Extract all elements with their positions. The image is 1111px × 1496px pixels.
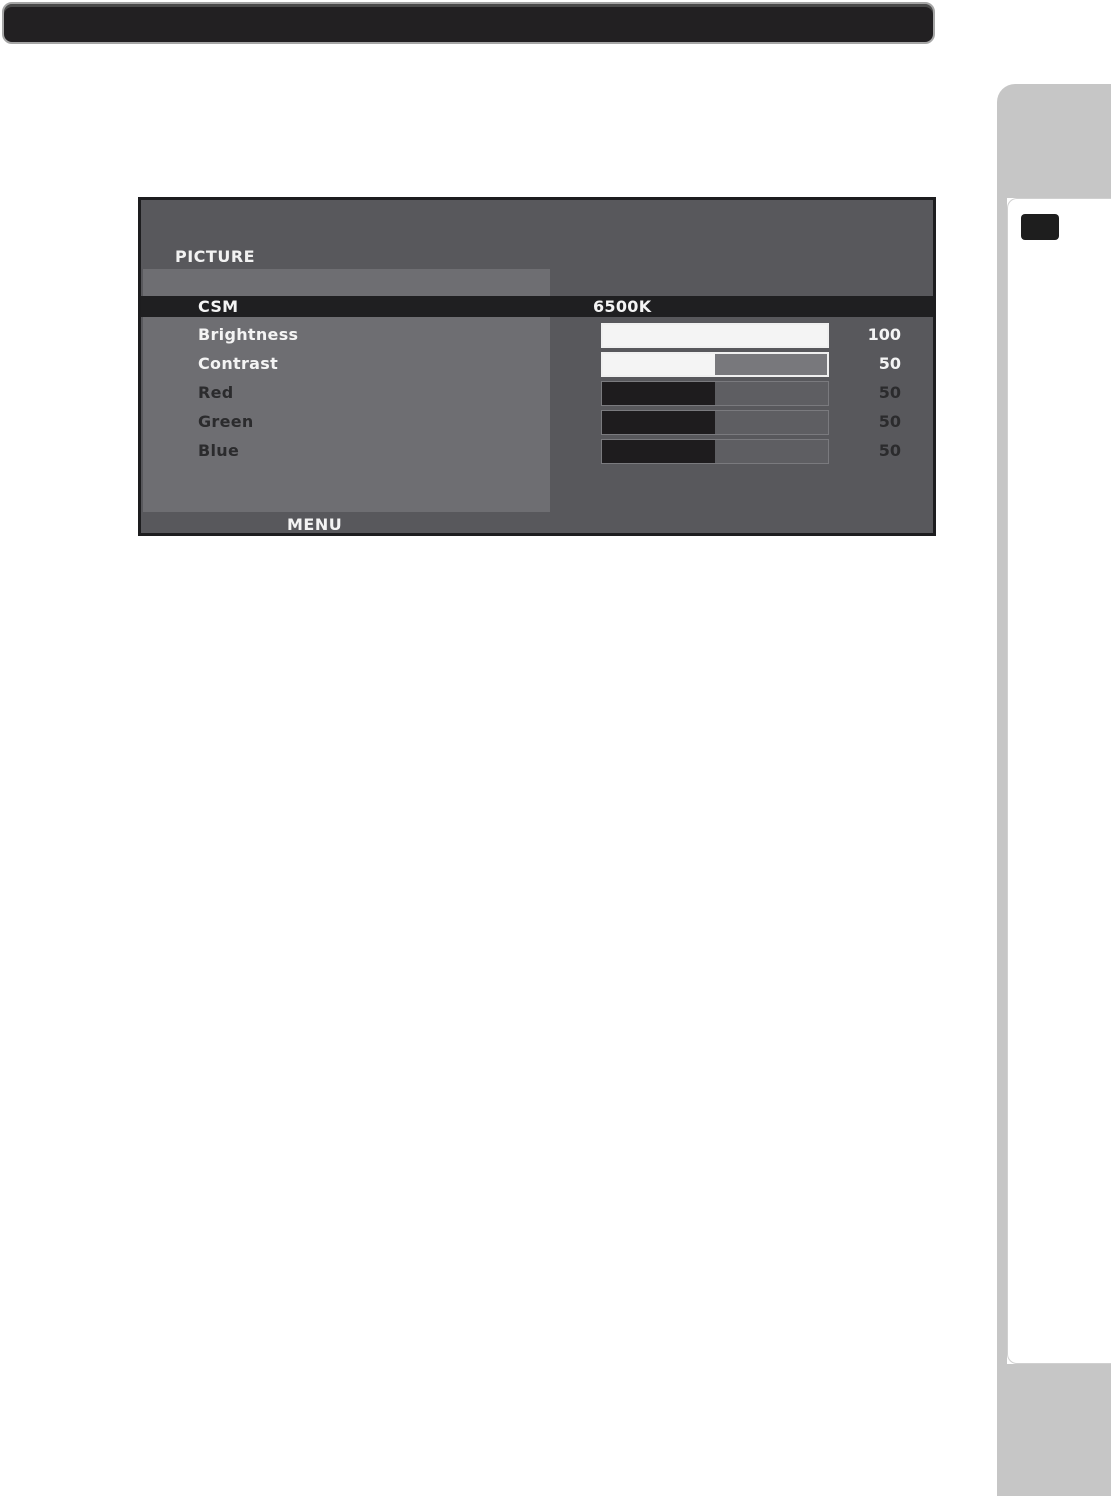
contrast-slider[interactable] xyxy=(601,352,829,377)
side-tab-strip-top xyxy=(997,84,1111,198)
red-value: 50 xyxy=(878,383,901,402)
contrast-value: 50 xyxy=(878,354,901,373)
blue-slider-fill xyxy=(602,440,715,463)
blue-value: 50 xyxy=(878,441,901,460)
brightness-value: 100 xyxy=(867,325,901,344)
red-label: Red xyxy=(198,383,234,402)
brightness-slider-fill xyxy=(603,325,827,346)
page-header-bar xyxy=(2,2,935,44)
csm-label: CSM xyxy=(198,297,239,316)
blue-slider[interactable] xyxy=(601,439,829,464)
green-label: Green xyxy=(198,412,254,431)
contrast-slider-fill xyxy=(603,354,715,375)
side-tab-strip-panel xyxy=(1007,198,1111,1364)
osd-selected-row-csm[interactable] xyxy=(141,296,933,317)
side-tab-strip-bottom xyxy=(997,1364,1111,1496)
csm-value: 6500K xyxy=(593,297,652,316)
picture-osd-menu xyxy=(138,197,936,536)
blue-label: Blue xyxy=(198,441,240,460)
green-slider-fill xyxy=(602,411,715,434)
green-value: 50 xyxy=(878,412,901,431)
green-slider[interactable] xyxy=(601,410,829,435)
osd-footer xyxy=(141,512,933,533)
brightness-label: Brightness xyxy=(198,325,299,344)
contrast-label: Contrast xyxy=(198,354,279,373)
side-tab-strip-edge xyxy=(997,198,1007,1364)
red-slider-fill xyxy=(602,382,715,405)
red-slider[interactable] xyxy=(601,381,829,406)
menu-button-label[interactable]: MENU xyxy=(287,515,343,534)
osd-title: PICTURE xyxy=(175,247,256,266)
brightness-slider[interactable] xyxy=(601,323,829,348)
section-tab-marker xyxy=(1021,214,1059,240)
